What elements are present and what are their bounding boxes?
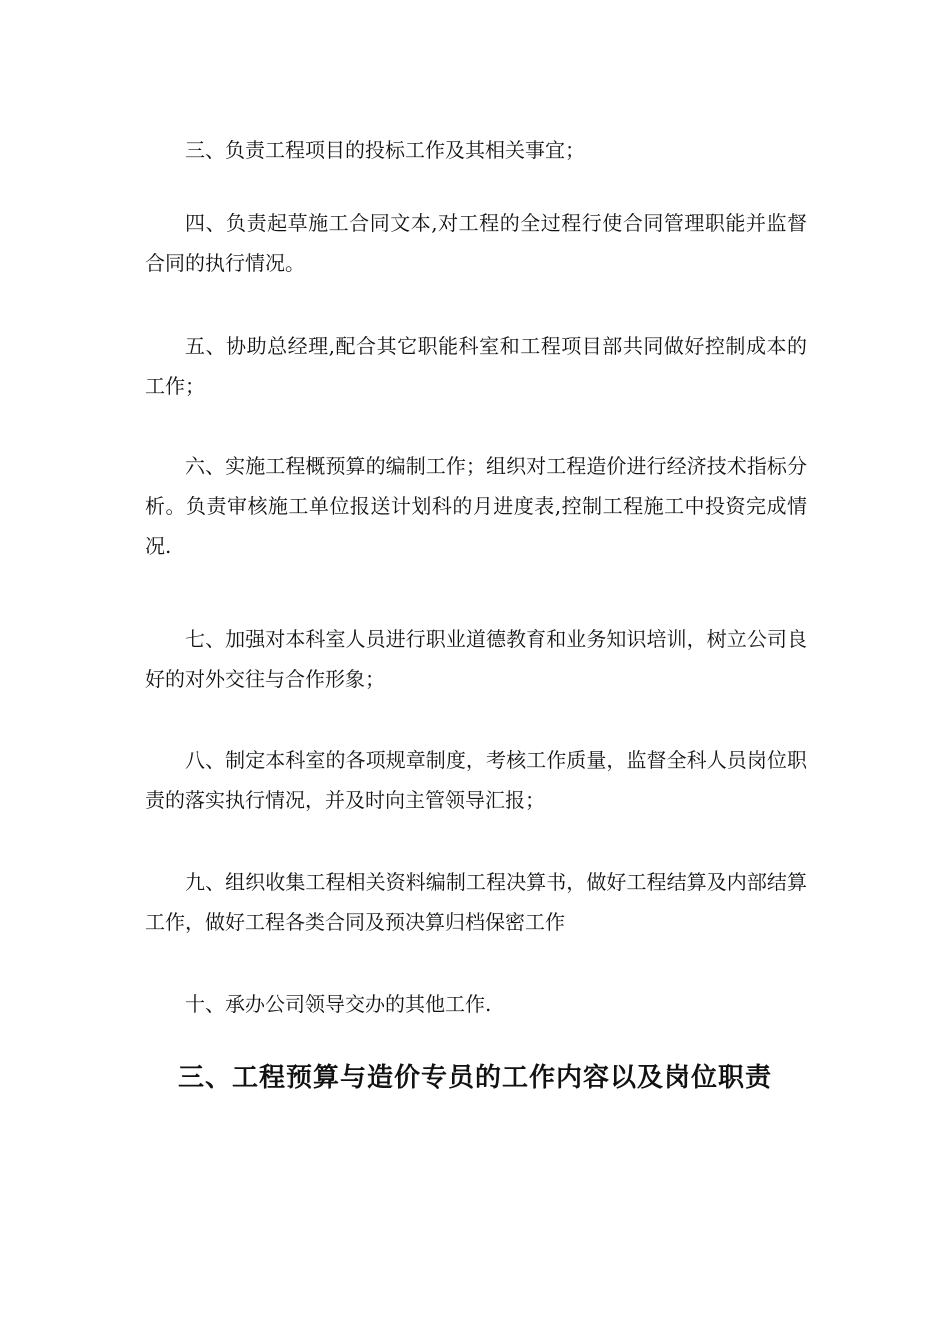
paragraph-item-3: 三、负责工程项目的投标工作及其相关事宜； — [185, 138, 585, 162]
paragraph-item-9: 九、组织收集工程相关资料编制工程决算书，做好工程结算及内部结算工作，做好工程各类合同及预决算归档保密工作 — [145, 870, 807, 934]
paragraph-item-4: 四、负责起草施工合同文本,对工程的全过程行使合同管理职能并监督合同的执行情况。 — [145, 211, 807, 275]
paragraph-item-5: 五、协助总经理,配合其它职能科室和工程项目部共同做好控制成本的工作； — [145, 334, 807, 398]
paragraph-item-7: 七、加强对本科室人员进行职业道德教育和业务知识培训，树立公司良好的对外交往与合作形象； — [145, 627, 807, 691]
paragraph-item-6: 六、实施工程概预算的编制工作；组织对工程造价进行经济技术指标分析。负责审核施工单位报送计划科的月进度表,控制工程施工中投资完成情况. — [145, 454, 807, 558]
paragraph-item-10: 十、承办公司领导交办的其他工作. — [185, 992, 492, 1016]
section-heading: 三、工程预算与造价专员的工作内容以及岗位职责 — [177, 1063, 772, 1093]
paragraph-item-8: 八、制定本科室的各项规章制度，考核工作质量，监督全科人员岗位职责的落实执行情况，并及时向主管领导汇报； — [145, 748, 807, 812]
